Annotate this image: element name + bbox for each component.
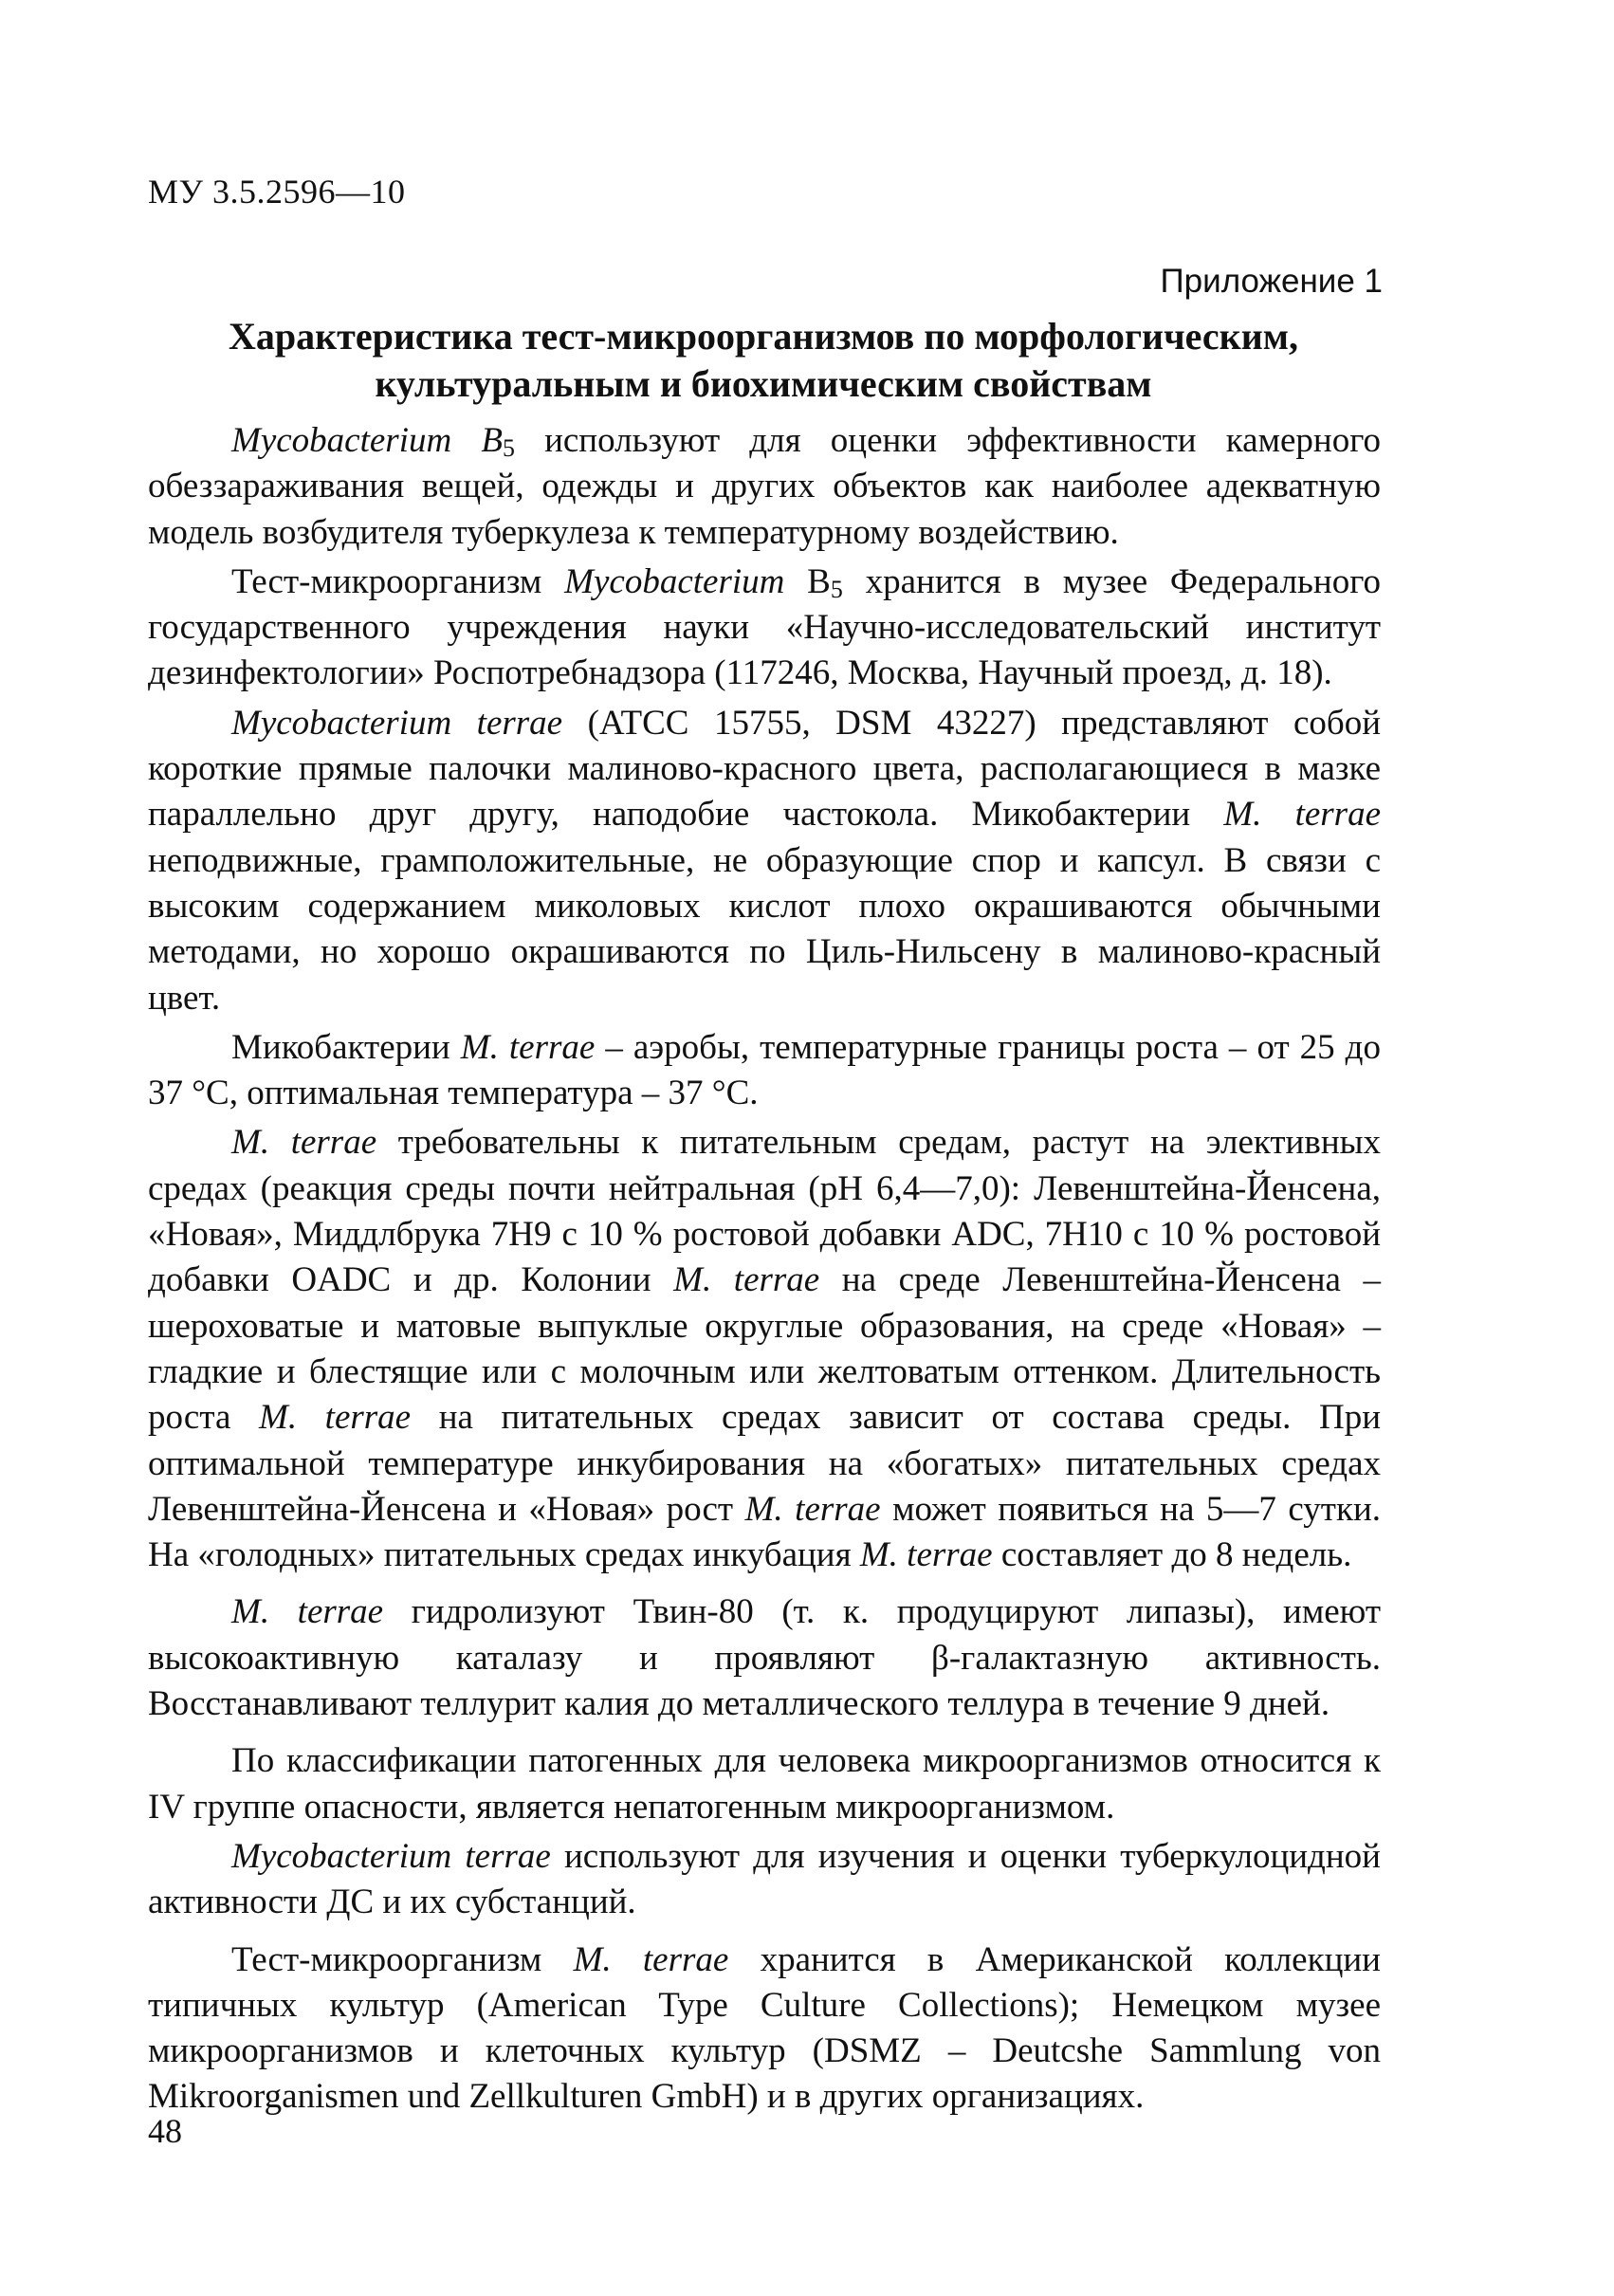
paragraph-mterrae-morphology — [148, 701, 1381, 1021]
paragraph-mycobacterium-b5-usage — [148, 418, 1381, 556]
paragraph-text: требовательны к питательным средам, растут на элективных средах (реакция среды почти нейтральная (pH 6,4—7,0): Левенштейна-Йенсена, «Новая», Миддлбрука 7Н9 с 10 % ростовой добавки ADC, 7Н10 с 10 % ростовой добавки OADC и др. Колонии — [148, 1123, 1381, 1300]
species-name: M. terrae — [259, 1398, 412, 1438]
subscript: 5 — [502, 434, 515, 463]
title-line-1: Характеристика тест-микроорганизмов по морфологическим, — [228, 315, 1298, 358]
paragraph-mterrae-biochemical — [148, 1589, 1381, 1727]
species-name: M. terrae — [231, 1123, 377, 1163]
paragraph-text: хранится в музее Федерального государственного учреждения науки «Научно-исследовательский институт дезинфектологии» Роспотребнадзора (117246, Москва, Научный проезд, д. 18). — [148, 561, 1381, 693]
species-name: Mycobacterium — [564, 561, 785, 601]
paragraph-text: на питательных средах зависит от состава среды. При оптимальной температуре инкубирования на «богатых» питательных средах Левенштейна-Йенсена и «Новая» рост — [148, 1398, 1381, 1529]
paragraph-text: неподвижные, грамположительные, не образующие спор и капсул. В связи с высоким содержанием миколовых кислот плохо окрашиваются обычными методами, но хорошо окрашиваются по Циль-Нильсену в малиново-красный цвет. — [148, 840, 1381, 1018]
paragraph-mterrae-usage — [148, 1834, 1381, 1926]
paragraph-mterrae-storage — [148, 1938, 1381, 2121]
species-name: Mycobacterium terrae — [231, 703, 563, 743]
species-name: M. terrae — [1223, 795, 1381, 835]
species-name: M. terrae — [460, 1027, 596, 1067]
species-name: M. terrae — [859, 1535, 993, 1575]
species-name: M. terrae — [231, 1592, 384, 1632]
paragraph-b5-storage — [148, 560, 1381, 697]
paragraph-text: на среде Левенштейна-Йенсена – шероховатые и матовые выпуклые округлые образования, на среде «Новая» – гладкие и блестящие или с молочным или желтоватым оттенком. Длительность роста — [148, 1260, 1381, 1438]
paragraph-text: гидролизуют Твин-80 (т. к. продуцируют липазы), имеют высокоактивную каталазу и проявляют β-галактазную активность. Восстанавливают теллурит калия до металлического теллура в течение 9 дней. — [148, 1592, 1381, 1724]
paragraph-text: может появиться на 5—7 сутки. На «голодных» питательных средах инкубация — [148, 1489, 1382, 1575]
paragraph-text: По классификации патогенных для человека микроорганизмов относится к IV группе опасности, является непатогенным микроорганизмом. — [148, 1741, 1381, 1827]
paragraph-text: используют для изучения и оценки туберкулоцидной активности ДС и их субстанций. — [148, 1836, 1381, 1922]
paragraph-mterrae-temperature — [148, 1025, 1381, 1117]
paragraph-mterrae-cultural — [148, 1120, 1381, 1578]
paragraph-text: (ATCC 15755, DSM 43227) представляют собой короткие прямые палочки малиново-красного цвета, располагающиеся в мазке параллельно друг другу, наподобие частокола. Микобактерии — [148, 703, 1381, 835]
document-title — [142, 313, 1385, 408]
species-name: M. terrae — [744, 1489, 881, 1529]
species-name: Mycobacterium terrae — [231, 1836, 551, 1876]
species-name: Mycobacterium B — [231, 421, 503, 460]
title-line-2: культуральным и биохимическим свойствам — [375, 362, 1152, 405]
strain-letter: B — [784, 561, 831, 601]
paragraph-lead: Микобактерии — [231, 1027, 461, 1067]
species-name: M. terrae — [673, 1260, 820, 1300]
paragraph-text: составляет до 8 недель. — [992, 1535, 1352, 1575]
paragraph-lead: Тест-микроорганизм — [231, 1939, 574, 1979]
subscript: 5 — [830, 576, 843, 604]
paragraph-text: используют для оценки эффективности камерного обеззараживания вещей, одежды и других объектов как наиболее адекватную модель возбудителя туберкулеза к температурному воздействию. — [148, 421, 1381, 552]
paragraph-text: – аэробы, температурные границы роста – от 25 до 37 °C, оптимальная температура – 37 °C. — [148, 1027, 1382, 1113]
paragraph-text: хранится в Американской коллекции типичных культур (American Type Culture Collections); Немецком музее микроорганизмов и клеточных культур (DSMZ – Deutcshe Sammlung von Mikroorganismen und Zellkulturen GmbH) и в других организациях. — [148, 1939, 1381, 2117]
paragraph-lead: Тест-микроорганизм — [231, 561, 565, 601]
body-text — [148, 418, 1381, 2124]
page-number: 48 — [148, 2112, 182, 2150]
paragraph-hazard-group — [148, 1738, 1381, 1830]
document-code-header: МУ 3.5.2596—10 — [148, 173, 406, 211]
appendix-label: Приложение 1 — [1160, 263, 1383, 300]
species-name: M. terrae — [573, 1939, 729, 1979]
